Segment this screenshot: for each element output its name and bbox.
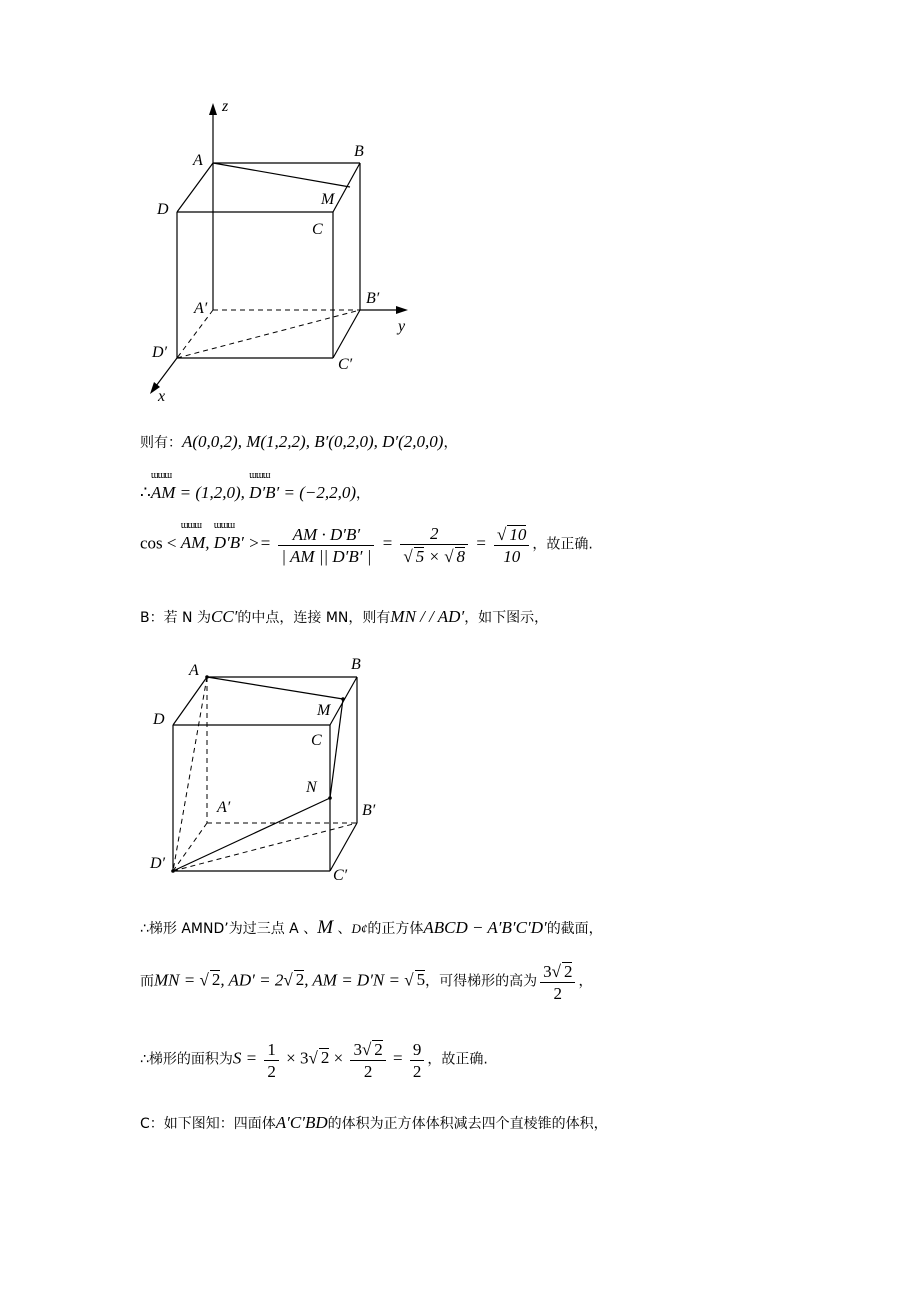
cube-figure-1 (140, 95, 430, 410)
label-x: x (158, 388, 166, 405)
lengths-line: 而MN = √ 2, AD′ = 2√ 2, AM = D′N = √ 5，可得梯形的高为 $\frac{3√ 2}{2}$ ， (140, 962, 593, 1003)
vector-AM: ɯɯɯ AM (151, 484, 176, 501)
result-fraction: $\frac{√ 10}{10}$ (494, 525, 529, 565)
label-C-prime: C′ (333, 867, 348, 884)
label-C-prime: C′ (338, 356, 353, 373)
vector-DB: ɯɯɯ D′B′ (249, 484, 279, 501)
label-D-prime: D′ (150, 855, 166, 872)
label-B: B (354, 143, 364, 160)
coordinates-math: A(0,0,2), M(1,2,2), B′(0,2,0), D′(2,0,0) (182, 432, 444, 451)
label-M: M (321, 191, 335, 208)
label-y: y (398, 318, 406, 335)
label-C: C (312, 221, 323, 238)
area-line: ∴梯形的面积为S = $\frac{1}{2}$ × 3√ 2 × $\frac{3√ 2}{2}$ = $\frac{9}{2}$ ，故正确. (140, 1039, 488, 1081)
label-B-prime: B′ (366, 290, 380, 307)
part-b-line: B：若 N 为CC′的中点，连接 MN，则有MN / / AD′，如下图示， (140, 607, 549, 626)
label-M: M (317, 702, 331, 719)
vectors-line: ∴ɯɯɯ AM = (1,2,0), ɯɯɯ D′B′ = (−2,2,0)， (140, 484, 370, 502)
height-fraction: $\frac{3√ 2}{2}$ (540, 962, 575, 1002)
label-D: D (153, 711, 165, 728)
part-c-line: C：如下图知：四面体A′C′BD的体积为正方体体积减去四个直棱锥的体积， (140, 1113, 608, 1132)
cube-figure-2 (140, 652, 400, 892)
coordinates-line: 则有：A(0,0,2), M(1,2,2), B′(0,2,0), D′(2,0,0)， (140, 432, 458, 451)
label-z: z (222, 98, 229, 115)
label-D-prime: D′ (152, 344, 168, 361)
section-line: ∴梯形 AMND’为过三点 A 、M 、D¢的正方体ABCD − A′B′C′D′的截面， (140, 917, 603, 938)
label-A: A (193, 152, 203, 169)
label-A: A (189, 662, 199, 679)
label-D: D (157, 201, 169, 218)
cosine-fraction: $\frac{AM \cdot D'B'}{| AM || D'B' |}$ (278, 526, 374, 565)
label-B-prime: B′ (362, 802, 376, 819)
label-A-prime: A′ (217, 799, 231, 816)
label-A-prime: A′ (194, 300, 208, 317)
label-N: N (306, 779, 317, 796)
label-C: C (311, 732, 322, 749)
numeric-fraction: $\frac{2}{√ 5 \times √ 8}$ (400, 525, 468, 565)
cosine-line: cos < ɯɯɯ AM, ɯɯɯ D′B′ >= $\frac{AM \cdot D'B'}{| AM || D'B' |}$ = $\frac{2}{√ 5 \times √ 8}$ = $\frac{√ 10}{10}$ ，故正确. (140, 525, 593, 565)
label-B: B (351, 656, 361, 673)
